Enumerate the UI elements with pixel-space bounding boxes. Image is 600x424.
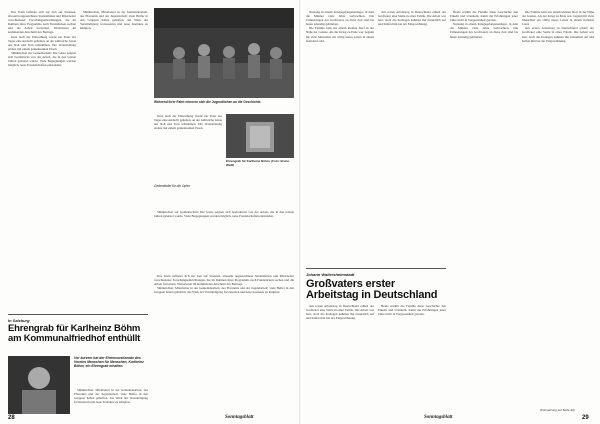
- right-column-4: [522, 10, 594, 410]
- left-column-1-text-3: Sühnkirchen zur Gemeinschaft: Die Gäste zeigten sich beeindruckt von der Arbeit, die in den letzten Jahren geleistet wurde. Viele Begegnungen wurden möglich, neue Freundschaften entstanden.: [8, 50, 76, 68]
- right-column-4-text: Die Familie kam aus einem kleinen Dorf in der Nähe der Grenze. Als der Krieg zu Ende war, begann für viele Menschen ein völlig neues Leben in einem fremden Land.: [522, 10, 594, 27]
- right-article-col-2: [378, 304, 446, 412]
- left-column-3: [154, 114, 222, 180]
- right-column-1-text: Nutzung in einem Kriegsgefangenenlager, in dem die Männer viele Jahre verbrachten. Die Erinnerungen des Großvaters an diese Zeit sind bis heute lebendig geblieben.: [306, 10, 374, 27]
- left-column-5-text-2: Sühnkirchen, Mitarbeiter in der Gemeindearbeit, des Pfarramts und der Jugendarbeit; viele Helfer in den Gruppen haben geholfen, das Werk der Verständigung fortzusetzen und neue Kontakte zu knüpfen.: [154, 286, 294, 295]
- left-article-body: [74, 388, 148, 414]
- right-column-3-text-2: Nutzung in einem Kriegsgefangenenlager, in dem die Männer viele Jahre verbrachten. Die Erinnerungen des Großvaters an diese Zeit sind bis heute lebendig geblieben.: [450, 22, 518, 39]
- left-photo-2: [226, 114, 294, 158]
- right-column-2-text: Am ersten Arbeitstag in Deutschland erhielt der Großvater eine Stelle in einer Fabrik. Die Arbeit war hart, doch die Kollegen nahmen ihn freundlich auf und halfen ihm bei der Eingewöhnung.: [378, 10, 446, 27]
- left-column-3-text: Kurz nach der Einweihung wurde zur Feier des Tages eine Andacht gehalten, an der zahlreiche Gäste aus Nah und Fern teilnahmen. Die Veranstaltung endete mit einem gemeinsamen Essen.: [154, 114, 222, 131]
- left-article-headline: Ehrengrab für Karlheinz Böhm am Kommunalfriedhof enthüllt: [8, 323, 141, 344]
- left-column-2-text: Sühnkirchen, Mitarbeiter in der Gemeindearbeit, des Pfarramts und der Jugendarbeit; viele Helfer in den Gruppen haben geholfen, das Werk der Verständigung fortzusetzen und neue Kontakte zu knüpfen.: [80, 10, 148, 31]
- right-article-headline: Großvaters erster Arbeitstag in Deutschland: [306, 278, 438, 301]
- right-column-1-text-2: Die Familie kam aus einem kleinen Dorf in der Nähe der Grenze. Als der Krieg zu Ende war, begann für viele Menschen ein völlig neues Leben in einem fremden Land.: [306, 26, 374, 43]
- left-column-4: [154, 210, 294, 270]
- right-column-1: [306, 10, 374, 310]
- right-column-3: [450, 10, 518, 410]
- right-article-col-1-text: Am ersten Arbeitstag in Deutschland erhielt der Großvater eine Stelle in einer Fabrik. Die Arbeit war hart, doch die Kollegen nahmen ihn freundlich auf und halfen ihm bei der Eingewöhnung.: [306, 304, 374, 321]
- right-article-col-2-text: Heute erzählt die Familie diese Geschichte den Enkeln und Urenkeln, damit die Erfahrungen jener Jahre nicht in Vergessenheit geraten.: [378, 304, 446, 317]
- left-column-4-text: Sühnkirchen zur Gemeinschaft: Die Gäste zeigten sich beeindruckt von der Arbeit, die in den letzten Jahren geleistet wurde. Viele Begegnungen wurden möglich, neue Freundschaften entstanden.: [154, 210, 294, 219]
- right-article-col-1: [306, 304, 374, 412]
- left-column-1-text-2: Kurz nach der Einweihung wurde zur Feier des Tages eine Andacht gehalten, an der zahlreiche Gäste aus Nah und Fern teilnahmen. Die Veranstaltung endete mit einem gemeinsamen Essen.: [8, 34, 76, 51]
- left-photo-1: [154, 8, 294, 98]
- left-article-kicker: In Salzburg: [8, 318, 30, 323]
- left-article-blurb: Vor kurzem hat der Ehrenvorsitzende des Vereins Menschen für Menschen, Karlheinz Böhm, ein Ehrengrab erhalten.: [74, 356, 144, 369]
- right-page: [300, 0, 600, 424]
- right-article-rule: [306, 268, 446, 269]
- group-photo-image: [154, 8, 294, 98]
- left-column-5: [154, 274, 294, 414]
- right-column-3-text: Heute erzählt die Familie diese Geschichte den Enkeln und Urenkeln, damit die Erfahrungen jener Jahre nicht in Vergessenheit geraten.: [450, 10, 518, 23]
- left-photo-1-caption: Während ihrer Fahrt erinnern sich die Jugendlichen an die Geschichte.: [154, 100, 262, 104]
- left-mid-caption: Gedenktafel für die Opfer.: [154, 184, 191, 188]
- left-column-5-text: Das Team befindet sich zur Zeit auf Streusen, allesamt ungezeichnete Studentinnen und Mitarbeiter verschiedener Forschungseinrichtungen, die im Rahmen ihres Programms nach Fundstücken suchen und die Arbeit fortsetzen. Weiterlesen im kommenden Abschnitt des Beitrags.: [154, 274, 294, 287]
- portrait-image: [8, 356, 70, 414]
- right-column-4-text-2: Am ersten Arbeitstag in Deutschland erhielt der Großvater eine Stelle in einer Fabrik. Die Arbeit war hart, doch die Kollegen nahmen ihn freundlich auf und halfen ihm bei der Eingewöhnung.: [522, 26, 594, 43]
- right-column-2: [378, 10, 446, 310]
- right-page-number: 29: [582, 415, 589, 421]
- left-portrait-photo: [8, 356, 70, 414]
- left-page-number: 28: [8, 415, 15, 421]
- left-photo-2-caption: Ehrengrab für Karlheinz Böhm. (Foto: Bruno Weiß): [226, 159, 290, 167]
- left-column-1: [8, 10, 76, 310]
- right-magazine-name: Sonntagsblatt: [424, 415, 453, 420]
- left-article-body-text: Sühnkirchen, Mitarbeiter in der Gemeindearbeit, des Pfarramts und der Jugendarbeit; viele Helfer in den Gruppen haben geholfen, das Werk der Verständigung fortzusetzen und neue Kontakte zu knüpfen.: [74, 388, 148, 405]
- left-magazine-name: Sonntagsblatt: [225, 415, 254, 420]
- memorial-photo-image: [226, 114, 294, 158]
- right-footer-note: (Fortsetzung auf Seite 30): [540, 408, 575, 412]
- left-column-1-text: Das Team befindet sich zur Zeit auf Streusen, allesamt ungezeichnete Studentinnen und Mitarbeiter verschiedener Forschungseinrichtungen, die im Rahmen ihres Programms nach Fundstücken suchen und die Arbeit fortsetzen. Weiterlesen im kommenden Abschnitt des Beitrags.: [8, 10, 76, 35]
- left-article-rule: [8, 314, 148, 315]
- left-column-2: [80, 10, 148, 310]
- right-article-kicker: Johann Wallersheimstadt: [306, 272, 355, 277]
